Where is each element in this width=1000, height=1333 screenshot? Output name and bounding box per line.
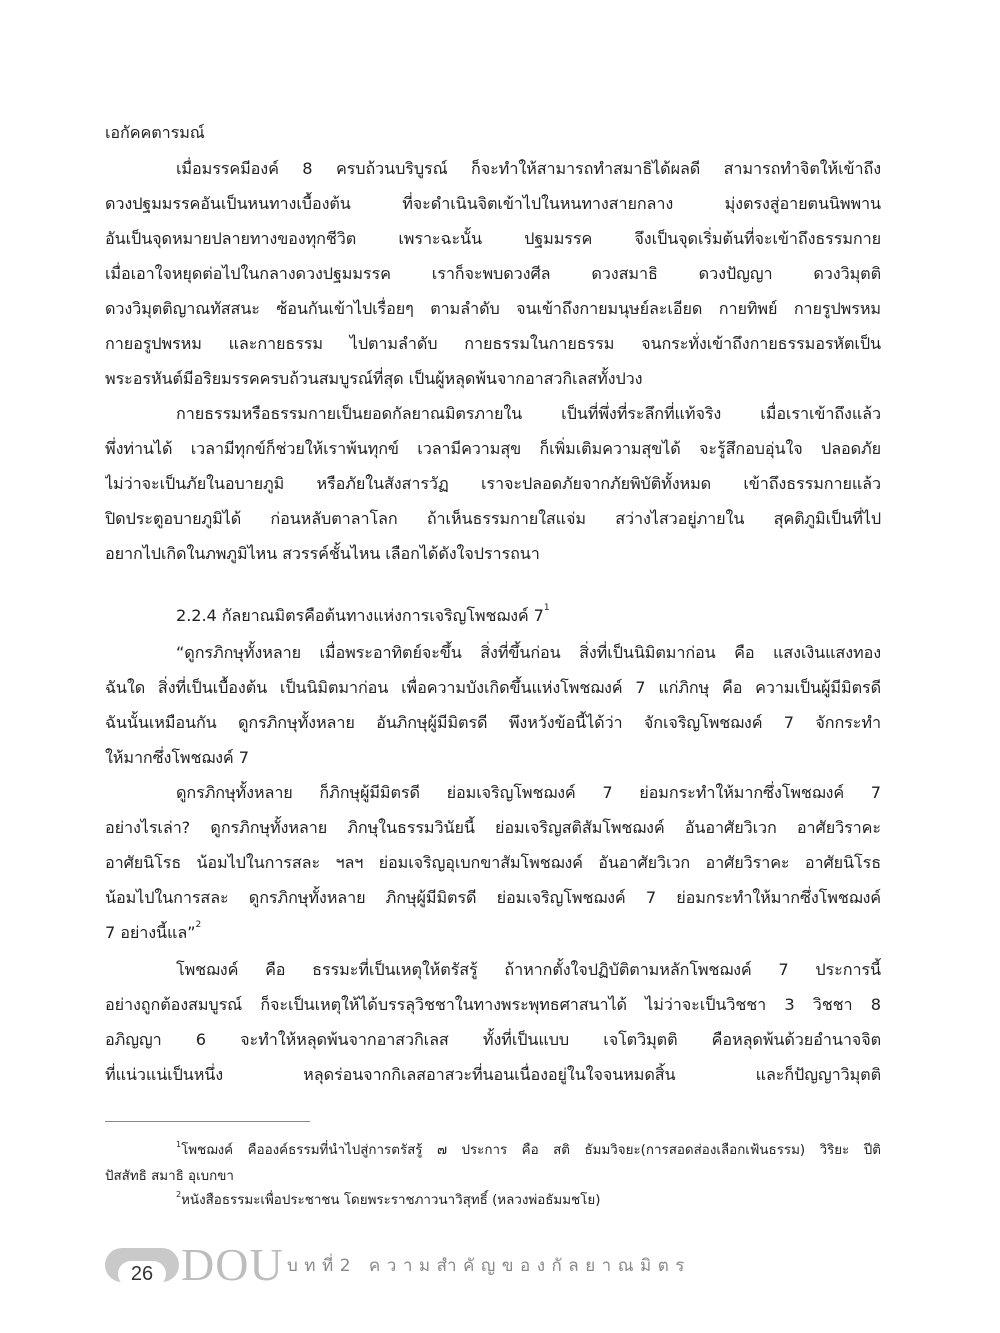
body-line: พึ่งท่านได้ เวลามีทุกข์ก็ช่วยให้เราพ้นทุกข์ เวลามีความสุข ก็เพิ่มเติมความสุขได้ จะรู้สึกอบอุ่นใจ ปลอดภัย — [105, 439, 881, 458]
body-line: ดวงวิมุตติญาณทัสสนะ ซ้อนกันเข้าไปเรื่อยๆ ตามลำดับ จนเข้าถึงกายมนุษย์ละเอียด กายทิพย์ กายรูปพรหม — [105, 299, 881, 318]
body-line: ไม่ว่าจะเป็นภัยในอบายภูมิ หรือภัยในสังสารวัฏ เราจะปลอดภัยจากภัยพิบัติทั้งหมด เข้าถึงธรรมกายแล้ว — [105, 474, 881, 493]
footnote-text: หนังสือธรรมะเพื่อประชาชน โดยพระราชภาวนาวิสุทธิ์ (หลวงพ่อธัมมชโย) — [181, 1193, 601, 1208]
footnote-mark: 2 — [176, 1190, 182, 1199]
body-line: อย่างไรเล่า? ดูกรภิกษุทั้งหลาย ภิกษุในธรรมวินัยนี้ ย่อมเจริญสติสัมโพชฌงค์ อันอาศัยวิเวก อาศัยวิราคะ — [105, 818, 881, 837]
body-line — [105, 920, 881, 946]
body-line: กายธรรมหรือธรรมกายเป็นยอดกัลยาณมิตรภายใน เป็นที่พึ่งที่ระลึกที่แท้จริง เมื่อเราเข้าถึงแล้ว — [176, 404, 881, 423]
chapter-title: บทที่2 ความสำคัญของกัลยาณมิตร — [287, 1256, 691, 1276]
footnote-ref[interactable]: 2 — [195, 920, 202, 930]
page-number: 26 — [118, 1261, 166, 1287]
footnote-mark: 1 — [176, 1140, 182, 1149]
body-line: ที่แน่วแน่เป็นหนึ่ง หลุดร่อนจากกิเลสอาสวะที่นอนเนื่องอยู่ในใจจนหมดสิ้น และก็ปัญญาวิมุตติ — [105, 1065, 881, 1084]
body-line: เมื่อมรรคมีองค์ 8 ครบถ้วนบริบูรณ์ ก็จะทำให้สามารถทำสมาธิได้ผลดี สามารถทำจิตให้เข้าถึง — [176, 159, 881, 178]
body-line: อันเป็นจุดหมายปลายทางของทุกชีวิต เพราะฉะนั้น ปฐมมรรค จึงเป็นจุดเริ่มต้นที่จะเข้าถึงธรรมกาย — [105, 229, 881, 248]
body-line: “ดูกรภิกษุทั้งหลาย เมื่อพระอาทิตย์จะขึ้น สิ่งที่ขึ้นก่อน สิ่งที่เป็นนิมิตมาก่อน คือ แสงเงินแสงทอง — [176, 643, 881, 662]
body-line: อาศัยนิโรธ น้อมไปในการสละ ฯลฯ ย่อมเจริญอุเบกขาสัมโพชฌงค์ อันอาศัยวิเวก อาศัยวิราคะ อาศัยนิโรธ — [105, 853, 881, 872]
page-footer — [105, 1240, 705, 1290]
body-line-text: 7 อย่างนี้แล” — [105, 923, 196, 942]
page-number-badge — [105, 1248, 179, 1285]
body-line: ฉันนั้นเหมือนกัน ดูกรภิกษุทั้งหลาย อันภิกษุผู้มีมิตรดี พึงหวังข้อนี้ได้ว่า จักเจริญโพชฌงค์ 7 จักกระทำ — [105, 713, 881, 732]
body-line: ดวงปฐมมรรคอันเป็นหนทางเบื้องต้น ที่จะดำเนินจิตเข้าไปในหนทางสายกลาง มุ่งตรงสู่อายตนนิพพาน — [105, 194, 881, 213]
section-heading — [176, 603, 881, 629]
body-line: เอกัคคตารมณ์ — [105, 123, 205, 142]
section-heading-text: 2.2.4 กัลยาณมิตรคือต้นทางแห่งการเจริญโพชฌงค์ 7 — [176, 606, 544, 625]
body-line: กายอรูปพรหม และกายธรรม ไปตามลำดับ กายธรรมในกายธรรม จนกระทั่งเข้าถึงกายธรรมอรหัตเป็น — [105, 334, 881, 353]
body-line: ให้มากซึ่งโพชฌงค์ 7 — [105, 748, 249, 767]
dou-logo: DOU — [181, 1239, 284, 1290]
body-line: ฉันใด สิ่งที่เป็นเบื้องต้น เป็นนิมิตมาก่อน เพื่อความบังเกิดขึ้นแห่งโพชฌงค์ 7 แก่ภิกษุ คือ ความเป็นผู้มีมิตรดี — [105, 678, 881, 697]
body-line: ดูกรภิกษุทั้งหลาย ก็ภิกษุผู้มีมิตรดี ย่อมเจริญโพชฌงค์ 7 ย่อมกระทำให้มากซึ่งโพชฌงค์ 7 — [176, 783, 881, 802]
footnote-1-cont: ปัสสัทธิ สมาธิ อุเบกขา — [105, 1169, 234, 1184]
body-line: ปิดประตูอบายภูมิได้ ก่อนหลับตาลาโลก ถ้าเห็นธรรมกายใสแจ่ม สว่างไสวอยู่ภายใน สุคติภูมิเป็นที่ไป — [105, 509, 881, 528]
body-line: น้อมไปในการสละ ดูกรภิกษุทั้งหลาย ภิกษุผู้มีมิตรดี ย่อมเจริญโพชฌงค์ 7 ย่อมกระทำให้มากซึ่งโพชฌงค์ — [105, 888, 881, 907]
body-line: อภิญญา 6 จะทำให้หลุดพ้นจากอาสวกิเลส ทั้งที่เป็นแบบ เจโตวิมุตติ คือหลุดพ้นด้วยอำนาจจิต — [105, 1030, 881, 1049]
footnote-text: โพชฌงค์ คือองค์ธรรมที่นำไปสู่การตรัสรู้ ๗ ประการ คือ สติ ธัมมวิจยะ(การสอดส่องเลือกเฟ้นธรรม) วิริยะ ปีติ — [181, 1143, 881, 1158]
body-line: พระอรหันต์มีอริยมรรคครบถ้วนสมบูรณ์ที่สุด เป็นผู้หลุดพ้นจากอาสวกิเลสทั้งปวง — [105, 369, 643, 388]
footnote-1 — [176, 1140, 881, 1162]
footnote-divider — [105, 1121, 310, 1122]
body-line: อยากไปเกิดในภพภูมิไหน สวรรค์ชั้นไหน เลือกได้ดังใจปรารถนา — [105, 544, 540, 563]
body-line: อย่างถูกต้องสมบูรณ์ ก็จะเป็นเหตุให้ได้บรรลุวิชชาในทางพระพุทธศาสนาได้ ไม่ว่าจะเป็นวิชชา 3 วิชชา 8 — [105, 995, 881, 1014]
footnote-2 — [176, 1190, 881, 1212]
body-line: โพชฌงค์ คือ ธรรมะที่เป็นเหตุให้ตรัสรู้ ถ้าหากตั้งใจปฏิบัติตามหลักโพชฌงค์ 7 ประการนี้ — [176, 960, 881, 979]
body-line: เมื่อเอาใจหยุดต่อไปในกลางดวงปฐมมรรค เราก็จะพบดวงศีล ดวงสมาธิ ดวงปัญญา ดวงวิมุตติ — [105, 264, 881, 283]
footnote-ref[interactable]: 1 — [543, 603, 550, 613]
